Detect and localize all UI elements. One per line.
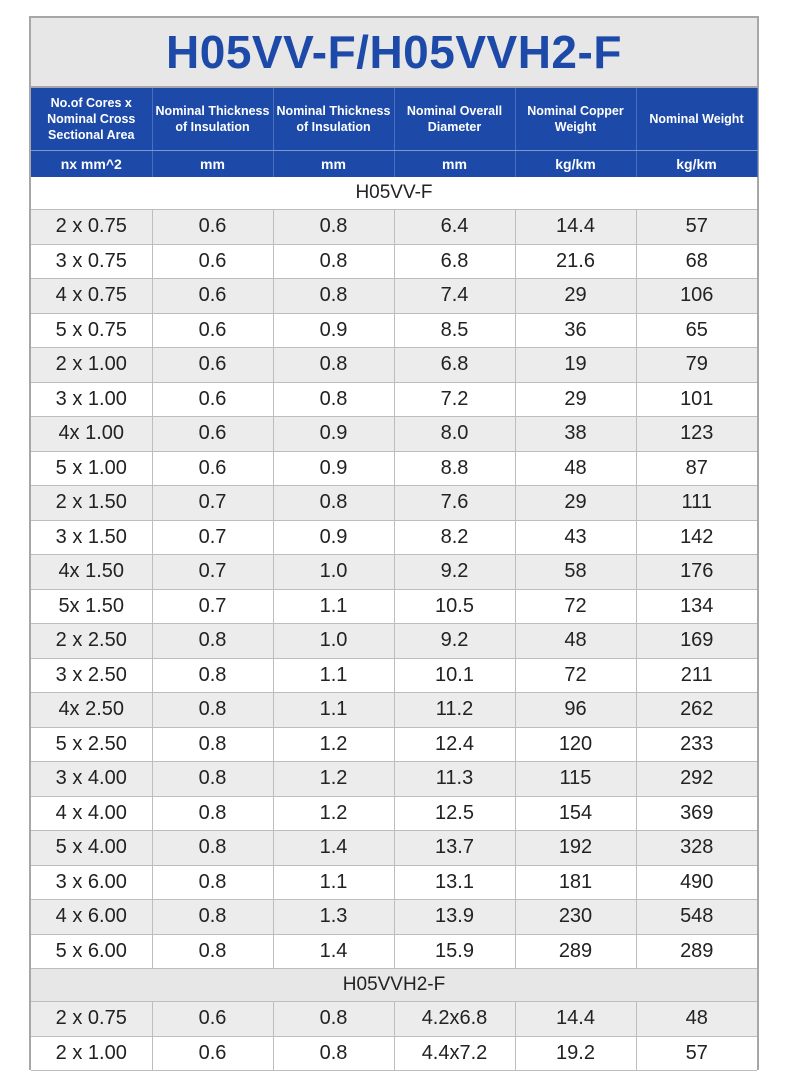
header-labels-row [31,88,757,151]
section-heading-row [31,177,757,210]
cell-copper-weight: 29 [515,486,636,521]
cell-nominal-weight: 65 [636,313,757,348]
cell-cores-area: 3 x 1.00 [31,382,152,417]
cell-overall-diameter: 12.4 [394,727,515,762]
column-header-insulation-thickness-2: Nominal Thickness of Insulation [273,88,394,151]
table-row [31,796,757,831]
cell-overall-diameter: 7.4 [394,279,515,314]
unit-overall-diameter: mm [394,151,515,178]
cell-copper-weight: 72 [515,658,636,693]
cell-insulation-thickness-2: 1.4 [273,831,394,866]
cell-insulation-thickness: 0.6 [152,313,273,348]
unit-nominal-weight: kg/km [636,151,757,178]
cell-insulation-thickness-2: 0.9 [273,451,394,486]
cell-nominal-weight: 169 [636,624,757,659]
cell-insulation-thickness: 0.8 [152,900,273,935]
cell-insulation-thickness: 0.6 [152,1002,273,1037]
cell-copper-weight: 29 [515,382,636,417]
cell-cores-area: 2 x 1.50 [31,486,152,521]
table-row [31,1002,757,1037]
spec-table-frame [29,16,759,1070]
cell-cores-area: 3 x 4.00 [31,762,152,797]
cell-insulation-thickness-2: 1.1 [273,589,394,624]
unit-insulation-thickness: mm [152,151,273,178]
cell-cores-area: 5 x 2.50 [31,727,152,762]
cell-copper-weight: 48 [515,451,636,486]
cell-insulation-thickness: 0.7 [152,520,273,555]
table-row [31,279,757,314]
table-row [31,313,757,348]
cell-copper-weight: 115 [515,762,636,797]
cell-copper-weight: 21.6 [515,244,636,279]
cell-insulation-thickness: 0.8 [152,693,273,728]
cell-nominal-weight: 87 [636,451,757,486]
cell-overall-diameter: 11.2 [394,693,515,728]
table-row [31,348,757,383]
cell-overall-diameter: 8.8 [394,451,515,486]
table-row [31,1036,757,1071]
cell-insulation-thickness-2: 0.9 [273,520,394,555]
cell-insulation-thickness-2: 1.2 [273,762,394,797]
cell-insulation-thickness-2: 1.4 [273,934,394,969]
cell-overall-diameter: 13.9 [394,900,515,935]
cell-copper-weight: 48 [515,624,636,659]
table-row [31,727,757,762]
cell-nominal-weight: 48 [636,1002,757,1037]
table-row [31,934,757,969]
cell-insulation-thickness: 0.6 [152,210,273,245]
cell-copper-weight: 230 [515,900,636,935]
cell-insulation-thickness-2: 0.8 [273,210,394,245]
cell-nominal-weight: 57 [636,210,757,245]
cell-cores-area: 3 x 2.50 [31,658,152,693]
table-row [31,520,757,555]
cell-cores-area: 4 x 6.00 [31,900,152,935]
cell-insulation-thickness: 0.6 [152,417,273,452]
cell-insulation-thickness: 0.6 [152,279,273,314]
cell-cores-area: 5 x 1.00 [31,451,152,486]
table-row [31,244,757,279]
cell-insulation-thickness-2: 0.8 [273,486,394,521]
table-row [31,210,757,245]
cell-insulation-thickness-2: 0.8 [273,1002,394,1037]
cell-copper-weight: 14.4 [515,210,636,245]
header-units-row [31,151,757,178]
cell-overall-diameter: 13.7 [394,831,515,866]
column-header-insulation-thickness: Nominal Thickness of Insulation [152,88,273,151]
cell-copper-weight: 96 [515,693,636,728]
cell-insulation-thickness-2: 0.9 [273,417,394,452]
cell-copper-weight: 38 [515,417,636,452]
cell-overall-diameter: 11.3 [394,762,515,797]
cell-cores-area: 4x 2.50 [31,693,152,728]
section-heading: H05VV-F [31,177,757,210]
column-header-cores-area: No.of Cores x Nominal Cross Sectional Area [31,88,152,151]
unit-insulation-thickness-2: mm [273,151,394,178]
cell-cores-area: 5x 1.50 [31,589,152,624]
cell-nominal-weight: 68 [636,244,757,279]
cell-copper-weight: 192 [515,831,636,866]
cell-copper-weight: 289 [515,934,636,969]
cell-nominal-weight: 134 [636,589,757,624]
cell-nominal-weight: 101 [636,382,757,417]
cell-nominal-weight: 57 [636,1036,757,1071]
table-row [31,865,757,900]
cell-insulation-thickness: 0.8 [152,796,273,831]
cell-cores-area: 2 x 0.75 [31,210,152,245]
table-row [31,589,757,624]
cell-copper-weight: 120 [515,727,636,762]
cell-nominal-weight: 123 [636,417,757,452]
cell-insulation-thickness-2: 0.8 [273,382,394,417]
cell-copper-weight: 43 [515,520,636,555]
cell-nominal-weight: 176 [636,555,757,590]
unit-copper-weight: kg/km [515,151,636,178]
table-row [31,451,757,486]
cell-overall-diameter: 7.2 [394,382,515,417]
cell-insulation-thickness-2: 1.0 [273,555,394,590]
cell-insulation-thickness-2: 1.2 [273,796,394,831]
cable-spec-table [31,88,758,1071]
cell-cores-area: 2 x 1.00 [31,1036,152,1071]
column-header-overall-diameter: Nominal Overall Diameter [394,88,515,151]
cell-insulation-thickness: 0.6 [152,244,273,279]
cell-cores-area: 2 x 0.75 [31,1002,152,1037]
table-row [31,658,757,693]
table-row [31,762,757,797]
cell-insulation-thickness: 0.8 [152,831,273,866]
cell-cores-area: 4x 1.00 [31,417,152,452]
cell-insulation-thickness: 0.6 [152,451,273,486]
cell-insulation-thickness-2: 0.8 [273,1036,394,1071]
cell-insulation-thickness-2: 1.1 [273,865,394,900]
cell-copper-weight: 29 [515,279,636,314]
cell-cores-area: 3 x 0.75 [31,244,152,279]
cell-insulation-thickness-2: 0.8 [273,279,394,314]
cell-cores-area: 4 x 4.00 [31,796,152,831]
cell-overall-diameter: 13.1 [394,865,515,900]
cell-insulation-thickness: 0.8 [152,762,273,797]
cell-overall-diameter: 8.0 [394,417,515,452]
cell-cores-area: 2 x 2.50 [31,624,152,659]
cell-copper-weight: 14.4 [515,1002,636,1037]
cell-overall-diameter: 9.2 [394,624,515,659]
column-header-nominal-weight: Nominal Weight [636,88,757,151]
cell-insulation-thickness: 0.6 [152,1036,273,1071]
table-body [31,177,757,1071]
cell-overall-diameter: 9.2 [394,555,515,590]
cell-copper-weight: 19.2 [515,1036,636,1071]
cell-overall-diameter: 12.5 [394,796,515,831]
table-row [31,417,757,452]
table-row [31,900,757,935]
cell-cores-area: 3 x 6.00 [31,865,152,900]
cell-nominal-weight: 369 [636,796,757,831]
cell-nominal-weight: 548 [636,900,757,935]
cell-insulation-thickness: 0.7 [152,589,273,624]
cell-copper-weight: 181 [515,865,636,900]
cell-overall-diameter: 6.8 [394,348,515,383]
cell-nominal-weight: 289 [636,934,757,969]
column-header-copper-weight: Nominal Copper Weight [515,88,636,151]
cell-nominal-weight: 490 [636,865,757,900]
cell-copper-weight: 19 [515,348,636,383]
cell-insulation-thickness-2: 1.1 [273,693,394,728]
cell-cores-area: 5 x 0.75 [31,313,152,348]
cell-copper-weight: 58 [515,555,636,590]
cell-insulation-thickness: 0.8 [152,727,273,762]
cell-nominal-weight: 233 [636,727,757,762]
table-row [31,486,757,521]
cell-nominal-weight: 292 [636,762,757,797]
cell-overall-diameter: 8.5 [394,313,515,348]
cell-insulation-thickness: 0.8 [152,865,273,900]
cell-insulation-thickness-2: 1.1 [273,658,394,693]
cell-copper-weight: 36 [515,313,636,348]
cell-cores-area: 4 x 0.75 [31,279,152,314]
cell-insulation-thickness-2: 0.9 [273,313,394,348]
cell-insulation-thickness-2: 1.0 [273,624,394,659]
cell-overall-diameter: 8.2 [394,520,515,555]
table-row [31,831,757,866]
cell-insulation-thickness: 0.8 [152,934,273,969]
table-row [31,624,757,659]
table-row [31,555,757,590]
cell-insulation-thickness: 0.7 [152,555,273,590]
cell-insulation-thickness: 0.8 [152,658,273,693]
cell-overall-diameter: 4.4x7.2 [394,1036,515,1071]
cell-nominal-weight: 328 [636,831,757,866]
page-title: H05VV-F/H05VVH2-F [31,18,757,88]
cell-insulation-thickness: 0.6 [152,382,273,417]
cell-cores-area: 2 x 1.00 [31,348,152,383]
cell-cores-area: 3 x 1.50 [31,520,152,555]
cell-overall-diameter: 10.5 [394,589,515,624]
cell-overall-diameter: 4.2x6.8 [394,1002,515,1037]
cell-overall-diameter: 6.4 [394,210,515,245]
cell-overall-diameter: 10.1 [394,658,515,693]
cell-nominal-weight: 106 [636,279,757,314]
cell-nominal-weight: 262 [636,693,757,728]
cell-cores-area: 5 x 4.00 [31,831,152,866]
section-heading: H05VVH2-F [31,969,757,1002]
cell-cores-area: 4x 1.50 [31,555,152,590]
cell-nominal-weight: 79 [636,348,757,383]
section-heading-row [31,969,757,1002]
cell-overall-diameter: 6.8 [394,244,515,279]
cell-copper-weight: 154 [515,796,636,831]
table-row [31,693,757,728]
cell-nominal-weight: 111 [636,486,757,521]
unit-cores-area: nx mm^2 [31,151,152,178]
cell-copper-weight: 72 [515,589,636,624]
cell-overall-diameter: 15.9 [394,934,515,969]
table-row [31,382,757,417]
cell-insulation-thickness: 0.8 [152,624,273,659]
cell-nominal-weight: 142 [636,520,757,555]
cell-insulation-thickness: 0.7 [152,486,273,521]
cell-insulation-thickness: 0.6 [152,348,273,383]
cell-cores-area: 5 x 6.00 [31,934,152,969]
table-header [31,88,757,177]
cell-insulation-thickness-2: 1.3 [273,900,394,935]
cell-nominal-weight: 211 [636,658,757,693]
cell-insulation-thickness-2: 1.2 [273,727,394,762]
cell-overall-diameter: 7.6 [394,486,515,521]
cell-insulation-thickness-2: 0.8 [273,244,394,279]
cell-insulation-thickness-2: 0.8 [273,348,394,383]
